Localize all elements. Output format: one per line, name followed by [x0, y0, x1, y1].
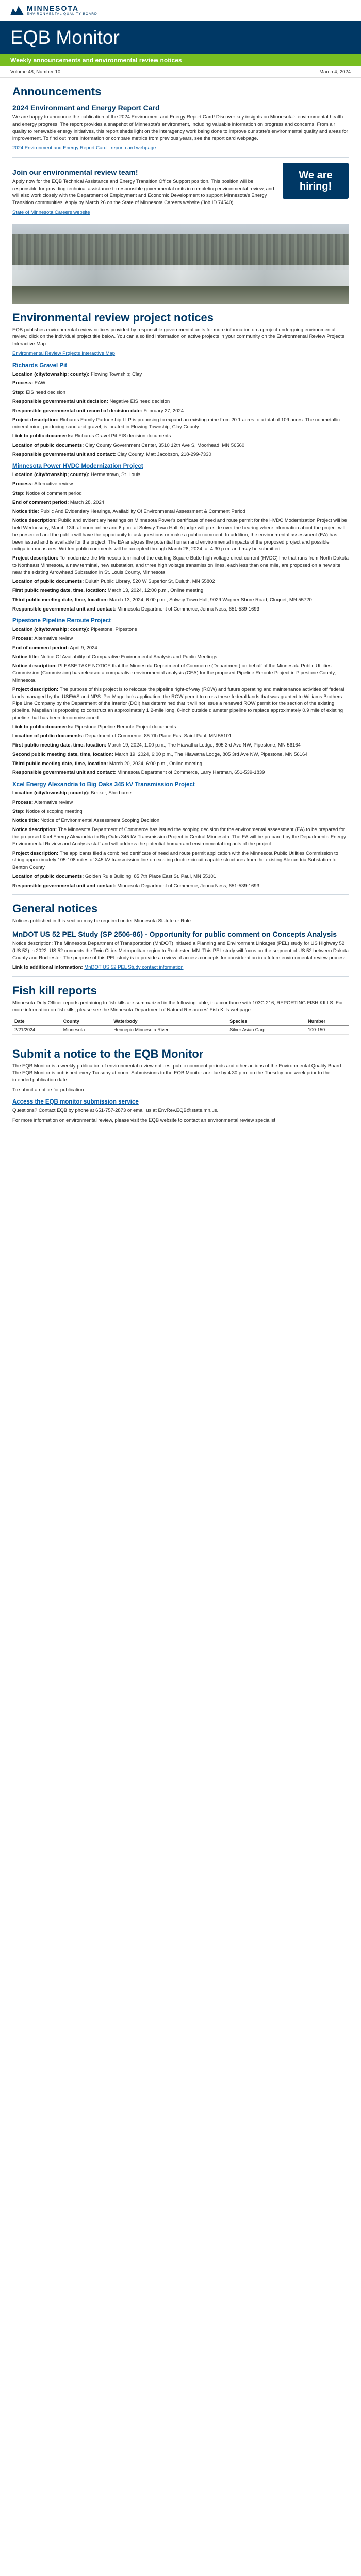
project-field-value: Flowing Township; Clay — [91, 371, 142, 377]
project-field-label: Step: — [12, 490, 25, 496]
divider — [12, 976, 349, 977]
project-field-value: March 19, 2024, 1:00 p.m., The Hiawatha Lodge, 805 3rd Ave NW, Pipestone, MN 56164 — [107, 742, 301, 749]
project-field — [12, 645, 349, 652]
project-field-label: Responsible governmental unit and contact: — [12, 451, 116, 457]
notices-heading: Environmental review project notices — [12, 311, 214, 324]
project-field-value: Minnesota Department of Commerce, Jenna Ness, 651-539-1693 — [117, 883, 259, 889]
project-field-value: Richards Family Partnership LLP is proposing to expand an existing mine from 20.1 acres to a total of 109 acres. The nonmetallic mineral mine, producing sand and gravel, is located in Flowing Township, Clay County. — [12, 417, 340, 430]
project-field — [12, 517, 349, 553]
banner-title: EQB Monitor — [0, 21, 361, 54]
project-field — [12, 587, 349, 595]
project-field — [12, 433, 349, 440]
project-field-value: The applicants filed a combined certificate of need and route permit application with the Minnesota Public Utilities Commission to string approximately 105-108 miles of 345 kV transmission line on existing double-circuit capable structures from the existing Alexandria Substation to Benton County. — [12, 850, 338, 871]
project-field — [12, 471, 349, 479]
project-field-label: Notice description: — [12, 663, 57, 669]
project-field-label: First public meeting date, time, location: — [12, 742, 107, 749]
table-cell: 100-150 — [306, 1025, 349, 1034]
project-field-label: Process: — [12, 481, 34, 487]
pel-contact-label: Link to additional information: — [12, 964, 83, 971]
project-field-value: The Minnesota Department of Commerce has issued the scoping decision for the environmental assessment (EA) to be prepared for the proposed Xcel Energy Alexandria to Big Oaks 345 kV Transmission Project in Central Minnesota. The EA will be prepared by the Department's Energy Environmental Review and Analysis staff and will address the potential human and environmental impacts of the project. — [12, 827, 346, 847]
project-field-value: EAW — [34, 380, 46, 386]
volume-label: Volume 48, Number 10 — [10, 69, 61, 75]
project-field — [12, 663, 349, 684]
logo-name: MINNESOTA — [27, 4, 79, 12]
project-field-value: April 9, 2024 — [70, 645, 97, 651]
project-field-label: Notice title: — [12, 509, 39, 515]
issue-date: March 4, 2024 — [319, 69, 351, 75]
hiring-badge: We are hiring! — [283, 163, 349, 199]
project-field-label: Process: — [12, 380, 34, 386]
project-field — [12, 408, 349, 415]
table-cell: Silver Asian Carp — [227, 1025, 306, 1034]
project-field-label: Process: — [12, 636, 34, 642]
project-field-label: Project description: — [12, 850, 59, 856]
project-field-value: Golden Rule Building, 85 7th Place East St. Paul, MN 55101 — [85, 873, 216, 879]
project-field-value: Public and evidentiary hearings on Minnesota Power's certificate of need and route permit for the HVDC Modernization Project will be held Wednesday, March 13th at noon online and 6 p.m. at Solway Town Hall. A judge will preside over the hearing where information about the project will be presented and the public will have the opportunity to ask questions or make a public comment. In addition, the environmental assessment (EA) has been issued and is available for the project. The EA analyzes the potential human and environmental impacts of the proposed project and possible mitigation measures. Written public comments will be accepted through March 28, 2024, at 4:30 p.m. and may be submitted. — [12, 518, 347, 552]
project-field — [12, 808, 349, 816]
project-field — [12, 499, 349, 506]
project-field-value: Alternative review — [34, 799, 73, 805]
project-field-label: Responsible governmental unit and contact: — [12, 606, 116, 612]
interactive-map-link[interactable]: Environmental Review Projects Interactive Map — [12, 350, 116, 357]
project-title-link[interactable]: Richards Gravel Pit — [12, 362, 68, 369]
project-field-value: February 27, 2024 — [143, 408, 184, 414]
project-field — [12, 555, 349, 576]
masthead — [0, 0, 361, 21]
project-field-label: Second public meeting date, time, location: — [12, 751, 113, 757]
hiring-block — [12, 163, 349, 219]
project-field-label: Location (city/township; county): — [12, 790, 90, 796]
banner-subtitle: Weekly announcements and environmental review notices — [0, 54, 361, 66]
fish-kill-heading: Fish kill reports — [12, 984, 97, 997]
pel-study-link[interactable]: MnDOT US 52 PEL Study contact information — [84, 964, 184, 971]
project-field-value: The purpose of this project is to relocate the pipeline right-of-way (ROW) and future operating and maintenance activities off federal lands managed by the USFWS and NPS. Per Magellan's application, the ROW permit to cross these federal lands that was granted to Williams Brothers Pipe Line Company by the Department of the Interior (DOI) has determined that it will not issue a renewed ROW permit for the section of the existing pipeline. Magellan is proposing to construct an approximately 1.2-mile long, 8-inch outside diameter pipeline to replace approximately 0.9 mile of existing pipeline that has been decommissioned. — [12, 686, 344, 721]
project-field-value: Minnesota Department of Commerce, Jenna Ness, 651-539-1693 — [117, 606, 259, 612]
project-field-value: Clay County Government Center, 3510 12th Ave S, Moorhead, MN 56560 — [85, 442, 245, 448]
project-field — [12, 883, 349, 890]
project-field-value: Pipestone Pipeline Reroute Project documents — [74, 724, 176, 730]
project-field-label: Third public meeting date, time, location: — [12, 597, 108, 603]
project-field-value: Pipestone, Pipestone — [91, 626, 137, 633]
divider — [12, 894, 349, 895]
submit-text: The EQB Monitor is a weekly publication of environmental review notices, public comment periods and other actions of the Environmental Quality Board. The EQB Monitor is published every Tuesday at noon. Submissions to the EQB Monitor are due by 4:30 p.m. on the Tuesday one week prior to the intended publication date. — [12, 1063, 342, 1083]
project-field-label: First public meeting date, time, location: — [12, 588, 107, 594]
table-cell: Hennepin Minnesota River — [111, 1025, 227, 1034]
project-field-value: Alternative review — [34, 481, 73, 487]
divider — [12, 157, 349, 158]
project-field — [12, 398, 349, 405]
project-field-value: Notice of Environmental Assessment Scoping Decision — [40, 818, 160, 824]
fish-kill-table — [12, 1017, 349, 1035]
project-field — [12, 626, 349, 633]
project-field — [12, 371, 349, 378]
fish-table-header: Date — [12, 1017, 61, 1026]
project-field-label: Notice description: — [12, 518, 57, 524]
submission-service-link[interactable]: Access the EQB monitor submission service — [12, 1098, 139, 1105]
project-field — [12, 442, 349, 449]
report-card-title: 2024 Environment and Energy Report Card — [12, 104, 160, 112]
project-field — [12, 817, 349, 824]
project-field-value: To modernize the Minnesota terminal of the existing Square Butte high voltage direct current (HVDC) line that runs from North Dakota to Northeast Minnesota, a new terminal, new substation, and three high voltage transmission lines, each less than one mile, are proposed on a new site near the existing Arrowhead Substation in St. Louis County, Minnesota. — [12, 555, 349, 575]
project-field-value: Notice of comment period — [26, 490, 82, 496]
fish-table-header: Number — [306, 1017, 349, 1026]
project-field — [12, 826, 349, 848]
project-field-value: Clay County, Matt Jacobson, 218-299-7330 — [117, 451, 211, 457]
project-field-label: Project description: — [12, 417, 59, 423]
project-field-value: Richards Gravel Pit EIS decision documents — [74, 433, 171, 439]
pel-study-text: Notice description: The Minnesota Department of Transportation (MnDOT) initiated a Planning and Environment Linkages (PEL) study for US Highway 52 (US 52) in 2022. US 52 connects the Twin Cities Metropolitan region to Rochester, MN. This PEL study will focus on the segment of US 52 between Dakota County and Rochester. The purpose of this PEL study is to provide a review of access concepts for consideration in a future environmental review process. — [12, 941, 349, 961]
table-cell: Minnesota — [61, 1025, 112, 1034]
project-field — [12, 724, 349, 731]
project-field-value: EIS need decision — [26, 389, 65, 396]
project-field — [12, 380, 349, 387]
project-field-value: March 28, 2024 — [70, 499, 104, 505]
project-field-label: Notice title: — [12, 654, 39, 660]
project-field — [12, 769, 349, 776]
fish-kill-text: Minnesota Duty Officer reports pertaining to fish kills are summarized in the following table, in accordance with 103G.216, REPORTING FISH KILLS. For more information on fish kills, please see the Minnesota Department of Natural Resources' Fish Kills webpage. — [12, 1000, 343, 1013]
project-field-label: End of comment period: — [12, 499, 69, 505]
project-field — [12, 597, 349, 604]
project-field-value: Becker, Sherburne — [91, 790, 132, 796]
project-field — [12, 417, 349, 431]
project-field — [12, 635, 349, 642]
report-card-link[interactable]: 2024 Environment and Energy Report Card — [12, 145, 107, 151]
project-field-value: PLEASE TAKE NOTICE that the Minnesota Department of Commerce (Department) on behalf of the Minnesota Public Utilities Commission (Commission) has released a comparative environmental analysis (CEA) for the proposed Pipeline Reroute Project in Pipestone County, Minnesota. — [12, 663, 336, 683]
project-field — [12, 389, 349, 396]
project-field — [12, 490, 349, 497]
project-field-label: Location of public documents: — [12, 873, 84, 879]
project-field-label: Location of public documents: — [12, 579, 84, 585]
project-field-label: Notice description: — [12, 827, 57, 833]
project-field-label: Link to public documents: — [12, 433, 74, 439]
project-field-label: Responsible governmental unit and contact: — [12, 883, 116, 889]
project-field-label: Third public meeting date, time, location: — [12, 760, 108, 767]
submit-instructions: To submit a notice for publication: — [12, 1087, 85, 1093]
table-row — [12, 1025, 349, 1034]
eqb-logo — [10, 5, 97, 16]
project-title-link[interactable]: Minnesota Power HVDC Modernization Project — [12, 463, 143, 470]
general-notices-heading: General notices — [12, 902, 98, 916]
project-field-label: Location (city/township; county): — [12, 472, 90, 478]
submit-questions: Questions? Contact EQB by phone at 651-757-2873 or email us at EnvRev.EQB@state.mn.us. — [12, 1107, 219, 1113]
hiring-text: Apply now for the EQB Technical Assistance and Energy Transition Office Support position. This position will be responsible for providing technical assistance to responsible governmental units in completing environmental review, and will also work closely with the Department of Employment and Economic Development to support Minnesota's Energy Transition communities. Apply by March 26 on the State of Minnesota Careers website (Job ID 74540). — [12, 178, 274, 206]
issue-meta — [0, 66, 361, 78]
project-title-link[interactable]: Pipestone Pipeline Reroute Project — [12, 618, 111, 624]
main-content: Announcements 2024 Environment and Energy Report Card We are happy to announce the publication of the 2024 Environment and Energy Report Card! Discover key insights on Minnesota's environmental health and energy progress. The report provides a snapshot of Minnesota's environment, including valuable information on progress and concerns. From air quality to renewable energy initiatives, this report sheds light on the interagency work being done to improve our state's environmental quality and areas for improvement. To find out more information or compare metrics from previous years, see the report card webpage. 2024 Environment and Energy Report Card · report card webpage Join our environmental review team! Apply now for the EQB Technical Assistance and Energy Transition Office Support position. This position will be responsible for providing technical assistance to responsible governmental units in completing environmental review, and will also work closely with the Department of Employment and Economic Development to support Minnesota's Energy Transition communities. Apply by March 26 on the State of Minnesota Careers website (Job ID 74540). State of Minnesota Careers website We are hiring! Environmental review project notices EQB publishes environmental review notices provided by responsible governmental units for more information on a project undergoing environmental review, click on the individual project title below. You can also find information on active projects in your community on the Environmental Review Projects Interactive Map. Environmental Review Projects Interactive Map Richards Gravel Pit Location (city/township; county): Flowing Township; Clay Process: EAW Step: EIS need decision Responsible governmental unit decision: Negative EIS need decision Responsible governmental unit record of decision date: February 27, 2024 Project description: Richards Family Partnership LLP is proposing to expand an existing mine from 20.1 acres to a total of 109 acres. The nonmetallic mineral mine, producing sand and gravel, is located in Flowing Township, Clay County. Link to public documents: Richards Gravel Pit EIS decision documents Location of public documents: Clay County Government Center, 3510 12th Ave S, Moorhead, MN 56560 Responsible governmental unit and contact: Clay County, Matt Jacobson, 218-299-7330 Minnesota Power HVDC Modernization Project Location (city/township; county): Hermantown, St. Louis Process: Alternative review Step: Notice of comment period End of comment period: March 28, 2024 Notice title: Public And Evidentiary Hearings, Availability Of Environmental Assessment & Comment Period Notice description: Public and evidentiary hearings on Minnesota Power's certificate of need and route permit for the HVDC Modernization Project will be held Wednesday, March 13th at noon online and 6 p.m. at Solway Town Hall. A judge will preside over the hearing where information about the project will be presented and the public will have the opportunity to ask questions or make a public comment. In addition, the environmental assessment (EA) has been issued and is available for the project. The EA analyzes the potential human and environmental impacts of the proposed project and possible mitigation measures. Written public comments will be accepted through March 28, 2024, at 4:30 p.m. and may be submitted. Project description: To modernize the Minnesota terminal of the existing Square Butte high voltage direct current (HVDC) line that runs from North Dakota to Northeast Minnesota, a new terminal, new substation, and three high voltage transmission lines, each less than one mile, are proposed on a new site near the existing Arrowhead Substation in St. Louis County, Minnesota. Location of public documents: Duluth Public Library, 520 W Superior St, Duluth, MN 55802 First public meeting date, time, location: March 13, 2024, 12:00 p.m., Online meeting Third public meeting date, time, location: March 13, 2024, 6:00 p.m., Solway Town Hall, 9029 Wagner Shore Road, Cloquet, MN 55720 Responsible governmental unit and contact: Minnesota Department of Commerce, Jenna Ness, 651-539-1693 Pipestone Pipeline Reroute Project Location (city/township; county): Pipestone, Pipestone Process: Alternative review End of comment period: April 9, 2024 Notice title: Notice Of Availability of Comparative Environmental Analysis and Public Meetings Notice description: PLEASE TAKE NOTICE that the Minnesota Department of Commerce (Department) on behalf of the Minnesota Public Utilities Commission (Commission) has released a comparative environmental analysis (CEA) for the proposed Pipeline Reroute Project in Pipestone County, Minnesota. Project description: The purpose of this project is to relocate the pipeline right-of-way (ROW) and future operating and maintenance activities off federal lands managed by the USFWS and NPS. Per Magellan's application, the ROW permit to cross these federal lands that was granted to Williams Brothers Pipe Line Company by the Department of the Interior (DOI) has determined that it will not issue a renewed ROW permit for the section of the existing pipeline. Magellan is proposing to construct an approximately 1.2-mile long, 8-inch outside diameter pipeline to replace approximately 0.9 mile of existing pipeline that has been decommissioned. Link to public documents: Pipestone Pipeline Reroute Project documents Location of public documents: Department of Commerce, 85 7th Place East Saint Paul, MN 55101 First public meeting date, time, location: March 19, 2024, 1:00 p.m., The Hiawatha Lodge, 805 3rd Ave NW, Pipestone, MN 56164 Second public meeting date, time, location: March 19, 2024, 6:00 p.m., The Hiawatha Lodge, 805 3rd Ave NW, Pipestone, MN 56164 Third public meeting date, time, location: March 20, 2024, 6:00 p.m., Online meeting Responsible governmental unit and contact: Minnesota Department of Commerce, Larry Hartman, 651-539-1839 Xcel Energy Alexandria to Big Oaks 345 kV Transmission Project Location (city/township; county): Becker, Sherburne Process: Alternative review Step: Notice of scoping meeting Notice title: Notice of Environmental Assessment Scoping Decision Notice description: The Minnesota Department of Commerce has issued the scoping decision for the environmental assessment (EA) to be prepared for the proposed Xcel Energy Alexandria to Big Oaks 345 kV Transmission Project in Central Minnesota. The EA will be prepared by the Department's Energy Environmental Review and Analysis staff and will address the potential human and environmental impacts of the project. Project description: The applicants filed a combined certificate of need and route permit application with the Minnesota Public Utilities Commission to string approximately 105-108 miles of 345 kV transmission line on existing double-circuit capable structures from the existing Alexandria Substation to Benton County. Location of public documents: Golden Rule Building, 85 7th Place East St. Paul, MN 55101 Responsible governmental unit and contact: Minnesota Department of Commerce, Jenna Ness, 651-539-1693 General notices Notices published in this section may be required under Minnesota Statute or Rule. MnDOT US 52 PEL Study (SP 2506-86) - Opportunity for public comment on Concepts Analysis Notice description: The Minnesota Department of Transportation (MnDOT) initiated a Planning and Environment Linkages (PEL) study for US Highway 52 (US 52) in 2022. US 52 connects the Twin Cities Metropolitan region to Rochester, MN. This PEL study will focus on the segment of US 52 between Dakota County and Rochester. The purpose of this PEL study is to provide a review of access concepts for consideration in a future environmental review process. Link to additional information: MnDOT US 52 PEL Study contact information Fish kill reports Minnesota Duty Officer reports pertaining to fish kills are summarized in the following table, in accordance with 103G.216, REPORTING FISH KILLS. For more information on fish kills, please see the Minnesota Department of Natural Resources' Fish Kills webpage. Date County Waterbody Species Number 2/21/2024 Minnesota Hennepin Minnesota River Silver Asian Carp 100-150 Submit a notice to the EQB Monitor The EQB Monitor is a weekly publication of environmental review notices, public comment periods and other actions of the Environmental Quality Board. The EQB Monitor is published every Tuesday at noon. Submissions to the EQB Monitor are due by 4:30 p.m. on the Tuesday one week prior to the intended publication date. To submit a notice for publication: Access the EQB monitor submission service Questions? Contact EQB by phone at 651-757-2873 or email us at EnvRev.EQB@state.mn.us. For more information on environmental review, please visit the EQB website to contact an environmental review specialist. — [12, 85, 349, 1123]
project-field — [12, 654, 349, 661]
project-field-label: Step: — [12, 389, 25, 396]
project-field-value: Public And Evidentiary Hearings, Availability Of Environmental Assessment & Comment Period — [40, 509, 245, 515]
project-field-value: Department of Commerce, 85 7th Place East Saint Paul, MN 55101 — [85, 733, 232, 739]
submit-heading: Submit a notice to the EQB Monitor — [12, 1047, 204, 1060]
general-intro: Notices published in this section may be required under Minnesota Statute or Rule. — [12, 918, 192, 924]
fish-table-header: Waterbody — [111, 1017, 227, 1026]
project-field-label: Notice title: — [12, 818, 39, 824]
project-field-value: March 20, 2024, 6:00 p.m., Online meeting — [109, 760, 202, 767]
project-field — [12, 508, 349, 515]
notices-intro-text: EQB publishes environmental review notices provided by responsible governmental units for more information on a project undergoing environmental review, click on the individual project title below. You can also find information on active projects in your community on the Environmental Review Projects Interactive Map. — [12, 327, 344, 347]
project-field-label: Project description: — [12, 555, 59, 562]
project-field-value: Hermantown, St. Louis — [91, 472, 141, 478]
project-field — [12, 686, 349, 722]
submit-more-info: For more information on environmental review, please visit the EQB website to contact an environmental review specialist. — [12, 1117, 277, 1123]
announcements-heading: Announcements — [12, 85, 102, 98]
report-card-webpage-link[interactable]: report card webpage — [111, 145, 156, 151]
fish-table-header: Species — [227, 1017, 306, 1026]
project-title-link[interactable]: Xcel Energy Alexandria to Big Oaks 345 kV Transmission Project — [12, 782, 195, 788]
hiring-title: Join our environmental review team! — [12, 167, 138, 176]
careers-link[interactable]: State of Minnesota Careers website — [12, 209, 90, 215]
fish-table-header: County — [61, 1017, 112, 1026]
project-field-label: Location of public documents: — [12, 442, 84, 448]
project-list — [12, 363, 349, 890]
project-field-value: Duluth Public Library, 520 W Superior St, Duluth, MN 55802 — [85, 579, 215, 585]
project-field-label: Responsible governmental unit record of decision date: — [12, 408, 142, 414]
project-field — [12, 760, 349, 768]
project-field-label: Link to public documents: — [12, 724, 74, 730]
project-field-label: Location of public documents: — [12, 733, 84, 739]
project-field-value: Minnesota Department of Commerce, Larry Hartman, 651-539-1839 — [117, 770, 265, 776]
project-field-label: Location (city/township; county): — [12, 371, 90, 377]
project-field-value: Negative EIS need decision — [109, 399, 170, 405]
project-field-label: Project description: — [12, 686, 59, 692]
report-card-text: We are happy to announce the publication of the 2024 Environment and Energy Report Card! Discover key insights on Minnesota's environmental health and energy progress. The report provides a snapshot of Minnesota's environment, including valuable information on progress and concerns. From air quality to renewable energy initiatives, this report sheds light on the interagency work being done to improve our state's environmental quality and areas for improvement. To find out more information or compare metrics from previous years, see the report card webpage. — [12, 114, 348, 142]
project-field-value: Notice of scoping meeting — [26, 808, 83, 815]
project-field-label: End of comment period: — [12, 645, 69, 651]
project-field-label: Responsible governmental unit and contact: — [12, 770, 116, 776]
mountain-icon — [10, 5, 24, 15]
project-field-label: Process: — [12, 799, 34, 805]
project-field — [12, 481, 349, 488]
project-field — [12, 799, 349, 806]
project-field-label: Step: — [12, 808, 25, 815]
table-cell: 2/21/2024 — [12, 1025, 61, 1034]
project-field-value: March 13, 2024, 12:00 p.m., Online meeting — [107, 588, 204, 594]
project-field — [12, 873, 349, 880]
project-field-label: Responsible governmental unit decision: — [12, 399, 108, 405]
project-field-value: Alternative review — [34, 636, 73, 642]
project-field — [12, 733, 349, 740]
project-field — [12, 578, 349, 585]
project-field — [12, 606, 349, 613]
project-field — [12, 751, 349, 758]
project-field-value: Notice Of Availability of Comparative Environmental Analysis and Public Meetings — [40, 654, 217, 660]
project-field-label: Location (city/township; county): — [12, 626, 90, 633]
pel-study-title: MnDOT US 52 PEL Study (SP 2506-86) - Opportunity for public comment on Concepts Analysis — [12, 930, 337, 939]
river-photo — [12, 224, 349, 304]
logo-sub: ENVIRONMENTAL QUALITY BOARD — [27, 12, 97, 16]
project-field-value: March 19, 2024, 6:00 p.m., The Hiawatha Lodge, 805 3rd Ave NW, Pipestone, MN 56164 — [114, 751, 308, 757]
project-field — [12, 451, 349, 459]
project-field — [12, 742, 349, 749]
project-field — [12, 850, 349, 871]
project-field — [12, 790, 349, 797]
project-field-value: March 13, 2024, 6:00 p.m., Solway Town Hall, 9029 Wagner Shore Road, Cloquet, MN 55720 — [109, 597, 312, 603]
